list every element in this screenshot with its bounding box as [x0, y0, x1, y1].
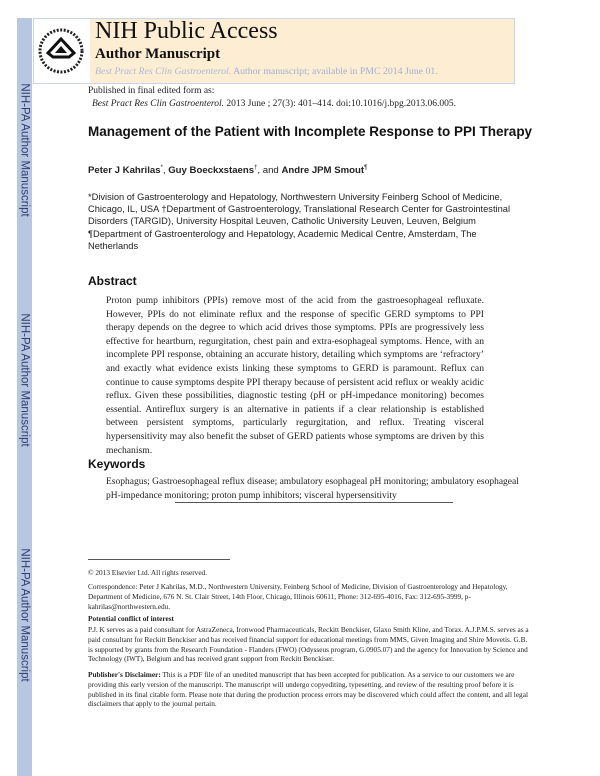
sidebar-label-text: NIH-PA Author Manuscript	[18, 548, 31, 682]
keywords-text: Esophagus; Gastroesophageal reflux disease; ambulatory esophageal pH monitoring; ambulatory esophageal pH-impedance monitoring; proton pump inhibitors; visceral hypersensitivity	[106, 477, 519, 501]
author-name: Guy Boeckxstaens	[168, 165, 255, 177]
author-name: Andre JPM Smout	[281, 165, 365, 177]
sidebar-label-text: NIH-PA Author Manuscript	[18, 83, 31, 217]
author-list	[88, 165, 367, 176]
published-journal: Best Pract Res Clin Gastroenterol.	[92, 99, 225, 109]
publisher-disclaimer	[88, 670, 530, 709]
abstract-heading: Abstract	[88, 274, 137, 288]
sidebar-label	[17, 60, 32, 240]
header-banner	[90, 19, 514, 83]
header-availability	[95, 66, 438, 77]
availability-text: Author manuscript; available in PMC 2014 June 01.	[231, 66, 438, 77]
copyright: © 2013 Elsevier Ltd. All rights reserved.	[88, 568, 208, 577]
sidebar-label	[17, 525, 32, 705]
header-subtitle: Author Manuscript	[95, 46, 221, 62]
author-mark: *	[160, 165, 163, 171]
author-mark: †	[254, 165, 258, 171]
separator: , and	[257, 165, 282, 177]
published-label: Published in final edited form as:	[88, 86, 215, 96]
published-info	[88, 85, 456, 111]
header-title: NIH Public Access	[95, 18, 278, 44]
abstract-text: Proton pump inhibitors (PPIs) remove most of the acid from the gastroesophageal refluxate. However, PPIs do not eliminate reflux and the response of specific GERD symptoms to PPI therapy depends on the degree to which acid drives those symptoms. PPIs are progressively less effective for heartburn, regurgitation, chest pain and extra-esophageal symptoms. Hence, with an incomplete PPI response, obtaining an accurate history, detailing which symptoms are ‘refractory’ and exactly what evidence exists linking these symptoms to GERD is paramount. Reflux can continue to cause symptoms despite PPI therapy because of persistent acid reflux or weakly acidic reflux. Given these possibilities, diagnostic testing (pH or pH-impedance monitoring) becomes essential. Antireflux surgery is an alternative in patients if a clear relationship is established between persistent symptoms, particularly regurgitation, and reflux. Treating visceral hypersensitivity may also benefit the subset of GERD patients whose symptoms are driven by this mechanism.	[106, 295, 484, 456]
separator: ,	[162, 165, 169, 177]
divider	[175, 502, 453, 503]
published-citation: 2013 June ; 27(3): 401–414. doi:10.1016/j.bpg.2013.06.005.	[224, 99, 456, 109]
nih-header	[33, 18, 515, 84]
keywords-heading: Keywords	[88, 457, 146, 471]
disclaimer-text: This is a PDF file of an unedited manuscript that has been accepted for publication. As a service to our customers we are providing this early version of the manuscript. The manuscript will undergo copyediting, typesetting, and review of the resulting proof before it is published in its final citable form. Please note that during the production process errors may be discovered which could affect the content, and all legal disclaimers that apply to the journal pertain.	[88, 670, 528, 709]
correspondence: Correspondence: Peter J Kahrilas, M.D., Northwestern University, Feinberg School of Medicine, Division of Gastroenterology and Hepatology, Department of Medicine, 676 N. St. Clair Street, 14th Floor, Chicago, Illinois 60611, Phone: 312-695-4016, Fax: 312-695-3999, p-kahrilas@northwestern.edu.	[88, 582, 508, 611]
nih-logo-icon	[34, 19, 88, 83]
footnote-divider	[88, 559, 230, 560]
article-title: Management of the Patient with Incomplete Response to PPI Therapy	[88, 124, 533, 139]
disclaimer-label: Publisher's Disclaimer:	[88, 670, 161, 679]
conflict-heading: Potential conflict of interest	[88, 614, 174, 623]
author-mark: ¶	[364, 165, 368, 171]
affiliations: *Division of Gastroenterology and Hepatology, Northwestern University Feinberg School of Medicine, Chicago, IL, USA †Department of Gastroenterology, Translational Research Center for Gastrointestinal Disorders (TARGID), University Hospital Leuven, Catholic University Leuven, Leuven, Belgium ¶Department of Gastroenterology and Hepatology, Academic Medical Centre, Amsterdam, The Netherlands	[88, 192, 511, 251]
sidebar-label-text: NIH-PA Author Manuscript	[18, 313, 31, 447]
conflict-text: P.J. K serves as a paid consultant for AstraZeneca, Ironwood Pharmaceuticals, Reckitt Benckiser, Glaxo Smith Kline, and Torax. A.J.P.M.S. serves as a paid consultant for Reckitt Benckiser and has received financial support for educational meetings from MMS, Given Imaging and Shire Movetis. G.B. is supported by grants from the Research Foundation - Flanders (FWO) (Odysseus program, G.0905.07) and the agency for Innovation by Science and Technology (IWT), Belgium and has received grant support from Reckitt Benckiser.	[88, 625, 529, 664]
author-name: Peter J Kahrilas	[88, 165, 161, 177]
sidebar-label	[17, 290, 32, 470]
journal-name: Best Pract Res Clin Gastroenterol.	[95, 66, 232, 77]
